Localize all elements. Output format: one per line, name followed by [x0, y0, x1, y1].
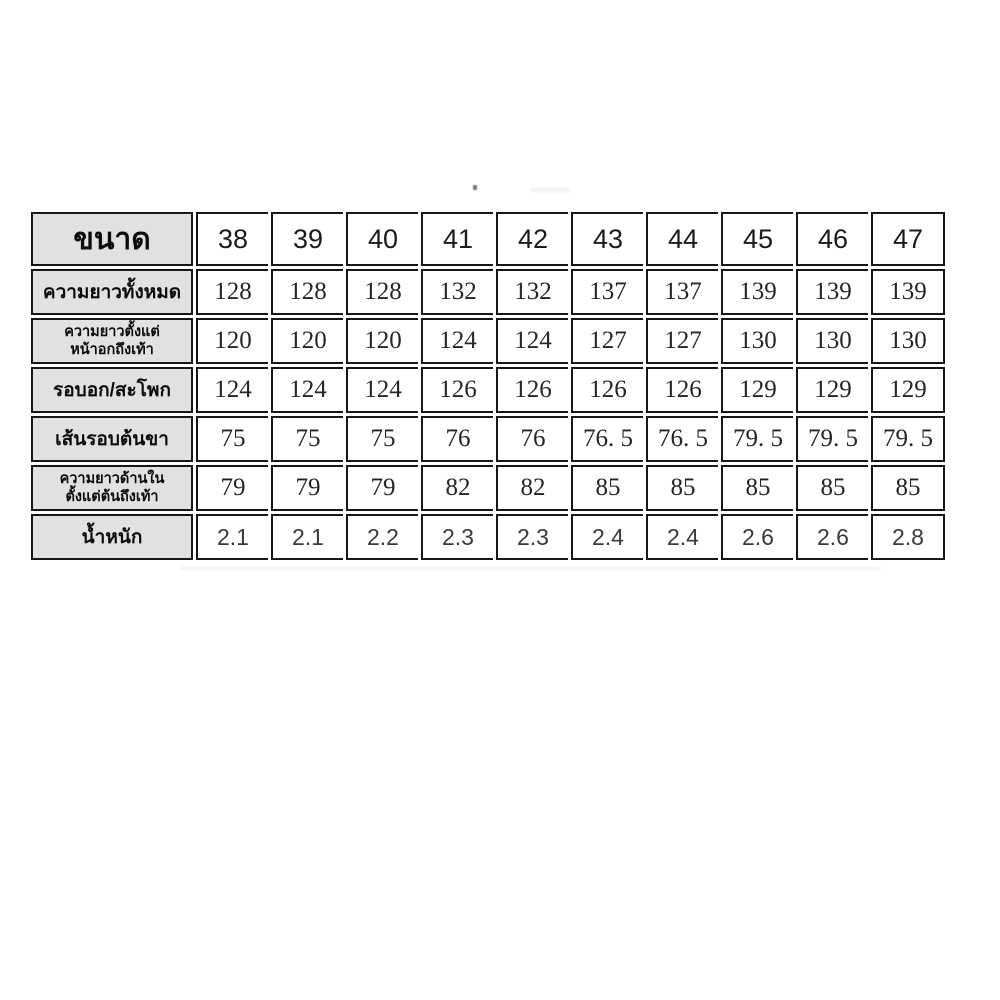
measurement-row: [31, 465, 945, 511]
measurement-label-line: รอบอก/สะโพก: [53, 380, 171, 401]
measurement-value-cell: 128: [196, 269, 268, 315]
measurement-value-cell: 128: [271, 269, 343, 315]
measurement-value-cell: 85: [721, 465, 793, 511]
measurement-value-cell: 127: [571, 318, 643, 364]
measurement-value-cell: 79: [346, 465, 418, 511]
measurement-value-cell: 124: [196, 367, 268, 413]
measurement-value-cell: 132: [421, 269, 493, 315]
size-column-header: 44: [646, 212, 718, 266]
measurement-value-cell: 76. 5: [646, 416, 718, 462]
size-column-header: 45: [721, 212, 793, 266]
measurement-value-cell: 2.6: [721, 514, 793, 560]
measurement-value-cell: 76: [421, 416, 493, 462]
measurement-label-line: หน้าอกถึงเท้า: [70, 342, 154, 358]
measurement-value-cell: 75: [196, 416, 268, 462]
size-column-header: 38: [196, 212, 268, 266]
measurement-row: [31, 514, 945, 560]
measurement-value-cell: 130: [871, 318, 945, 364]
measurement-value-cell: 130: [796, 318, 868, 364]
measurement-value-cell: 2.6: [796, 514, 868, 560]
measurement-row: [31, 367, 945, 413]
measurement-row-label: [31, 318, 193, 364]
measurement-value-cell: 126: [571, 367, 643, 413]
measurement-value-cell: 79. 5: [721, 416, 793, 462]
measurement-value-cell: 130: [721, 318, 793, 364]
measurement-value-cell: 82: [496, 465, 568, 511]
measurement-value-cell: 82: [421, 465, 493, 511]
measurement-value-cell: 85: [871, 465, 945, 511]
measurement-value-cell: 2.4: [646, 514, 718, 560]
artifact-speck: [473, 185, 477, 190]
artifact-smudge: [180, 567, 880, 570]
measurement-value-cell: 79: [271, 465, 343, 511]
measurement-label-line: น้ำหนัก: [81, 527, 143, 548]
measurement-value-cell: 85: [646, 465, 718, 511]
size-column-header: 42: [496, 212, 568, 266]
measurement-value-cell: 124: [346, 367, 418, 413]
size-chart-table: [28, 209, 948, 563]
measurement-row-label: [31, 367, 193, 413]
measurement-label-line: ความยาวทั้งหมด: [42, 282, 182, 303]
measurement-value-cell: 129: [796, 367, 868, 413]
measurement-value-cell: 139: [871, 269, 945, 315]
measurement-value-cell: 137: [646, 269, 718, 315]
measurement-value-cell: 126: [646, 367, 718, 413]
measurement-label-line: ความยาวตั้งแต่: [64, 323, 160, 340]
measurement-value-cell: 79. 5: [796, 416, 868, 462]
measurement-value-cell: 2.4: [571, 514, 643, 560]
measurement-value-cell: 85: [796, 465, 868, 511]
measurement-value-cell: 2.1: [196, 514, 268, 560]
size-header-label: ขนาด: [31, 212, 193, 266]
measurement-value-cell: 75: [271, 416, 343, 462]
size-column-header: 47: [871, 212, 945, 266]
measurement-value-cell: 129: [871, 367, 945, 413]
artifact-smudge: [530, 188, 570, 192]
measurement-value-cell: 129: [721, 367, 793, 413]
measurement-value-cell: 128: [346, 269, 418, 315]
measurement-value-cell: 2.3: [421, 514, 493, 560]
measurement-row-label: [31, 465, 193, 511]
measurement-value-cell: 2.2: [346, 514, 418, 560]
measurement-value-cell: 120: [271, 318, 343, 364]
size-column-header: 46: [796, 212, 868, 266]
measurement-value-cell: 85: [571, 465, 643, 511]
measurement-value-cell: 79: [196, 465, 268, 511]
measurement-value-cell: 76. 5: [571, 416, 643, 462]
measurement-value-cell: 120: [196, 318, 268, 364]
measurement-value-cell: 2.1: [271, 514, 343, 560]
measurement-value-cell: 75: [346, 416, 418, 462]
measurement-value-cell: 76: [496, 416, 568, 462]
measurement-label-line: เส้นรอบต้นขา: [55, 429, 169, 450]
size-column-header: 43: [571, 212, 643, 266]
measurement-value-cell: 126: [496, 367, 568, 413]
size-column-header: 40: [346, 212, 418, 266]
measurement-value-cell: 132: [496, 269, 568, 315]
measurement-value-cell: 2.3: [496, 514, 568, 560]
measurement-value-cell: 79. 5: [871, 416, 945, 462]
measurement-value-cell: 139: [796, 269, 868, 315]
size-column-header: 41: [421, 212, 493, 266]
measurement-row: [31, 318, 945, 364]
measurement-label-line: ความยาวด้านใน: [59, 470, 165, 487]
measurement-value-cell: 137: [571, 269, 643, 315]
measurement-value-cell: 2.8: [871, 514, 945, 560]
size-column-header: 39: [271, 212, 343, 266]
size-header-row: [31, 212, 945, 266]
measurement-value-cell: 124: [421, 318, 493, 364]
measurement-value-cell: 127: [646, 318, 718, 364]
measurement-value-cell: 139: [721, 269, 793, 315]
measurement-value-cell: 126: [421, 367, 493, 413]
measurement-value-cell: 120: [346, 318, 418, 364]
measurement-row-label: [31, 416, 193, 462]
measurement-row-label: [31, 269, 193, 315]
measurement-row: [31, 416, 945, 462]
measurement-value-cell: 124: [496, 318, 568, 364]
measurement-label-line: ตั้งแต่ต้นถึงเท้า: [65, 489, 159, 505]
measurement-row: [31, 269, 945, 315]
measurement-value-cell: 124: [271, 367, 343, 413]
measurement-row-label: [31, 514, 193, 560]
